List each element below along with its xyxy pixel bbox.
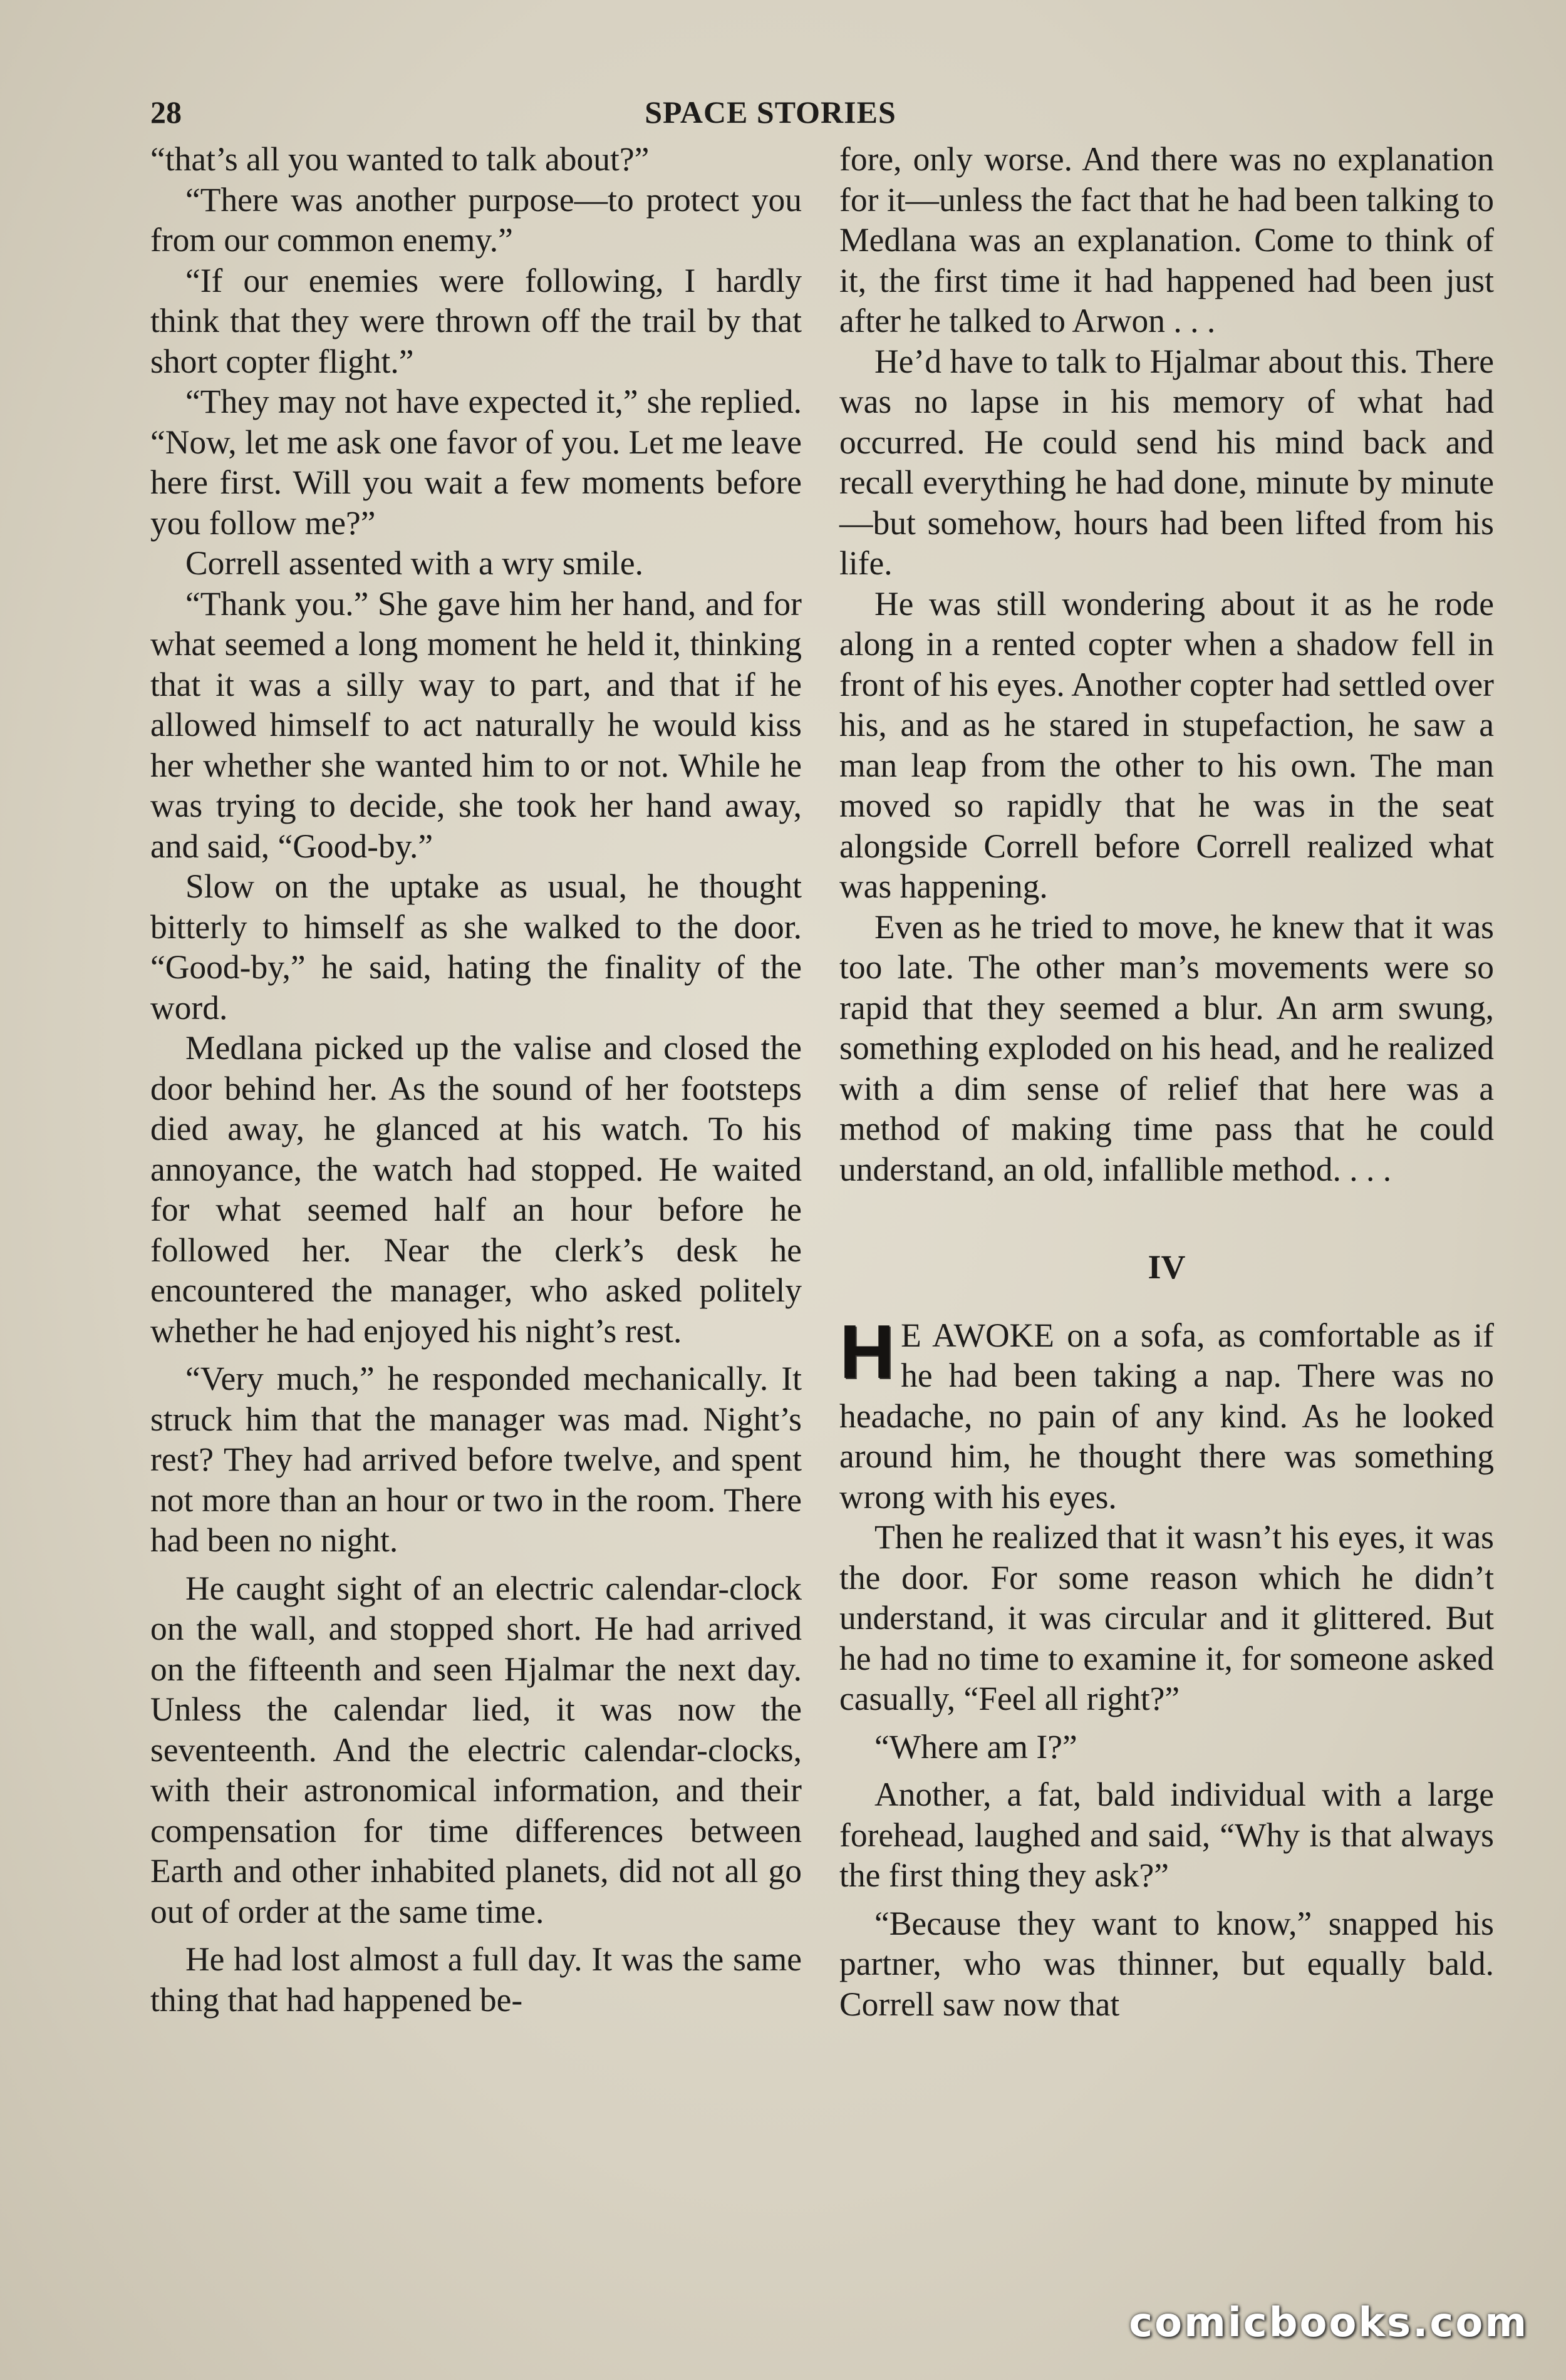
watermark-logo: comicbooks.com [1129, 2300, 1528, 2346]
paragraph: “Where am I?” [874, 1727, 1077, 1766]
left-column [150, 139, 802, 2020]
section-heading: IV [1148, 1248, 1186, 1286]
paragraph: “If our enemies were following, I hardly think that they were thrown off the trail by that short copter flight.” [150, 261, 802, 380]
paragraph: He had lost almost a full day. It was the same thing that had happened be- [150, 1940, 802, 2019]
paragraph: fore, only worse. And there was no explanation for it—unless the fact that he had been talking to Medlana was an explanation. Come to think of it, the first time it had happened had been just after he talked to Arwon . . . [839, 140, 1494, 339]
paragraph: Medlana picked up the valise and closed the door behind her. As the sound of her footsteps died away, he glanced at his watch. To his annoyance, the watch had stopped. He waited for what seemed half an hour before he followed her. Near the clerk’s desk he encountered the manager, who asked politely whether he had enjoyed his night’s rest. [150, 1029, 802, 1350]
paragraph: “Thank you.” She gave him her hand, and for what seemed a long moment he held it, thinking that it was a silly way to part, and that if he allowed himself to act naturally he would kiss her whether she wanted him to or not. While he was trying to decide, she took her hand away, and said, “Good-by.” [150, 584, 802, 865]
paragraph: Correll assented with a wry smile. [185, 544, 644, 582]
running-title: SPACE STORIES [645, 95, 896, 130]
paragraph: Then he realized that it wasn’t his eyes, it was the door. For some reason which he didn’t understand, it was circular and it glittered. But he had no time to examine it, for someone asked casually, “Feel all right?” [839, 1518, 1494, 1717]
paragraph: Even as he tried to move, he knew that it was too late. The other man’s movements were so rapid that they seemed a blur. An arm swung, something exploded on his head, and he realized with a dim sense of relief that here was a method of making time pass that he could understand, an old, infallible method. . . . [839, 908, 1494, 1188]
paragraph: “Very much,” he responded mechanically. It struck him that the manager was mad. Night’s rest? They had arrived before twelve, and spent not more than an hour or two in the room. There had been no night. [150, 1360, 802, 1559]
opening-text: E AWOKE on a sofa, as comfortable as if he had been taking a nap. There was no headache, no pain of any kind. As he looked around him, he thought there was something wrong with his eyes. [839, 1316, 1494, 1516]
right-column [839, 139, 1494, 2024]
paragraph: “They may not have expected it,” she replied. “Now, let me ask one favor of you. Let me leave here first. Will you wait a few moments before you follow me?” [150, 383, 802, 542]
paragraph: He was still wondering about it as he rode along in a rented copter when a shadow fell in front of his eyes. Another copter had settled over his, and as he stared in stupefaction, he saw a man leap from the other to his own. The man moved so rapidly that he was in the seat alongside Correll before Correll realized what was happening. [839, 584, 1494, 905]
page-header [150, 94, 1391, 132]
paragraph: “Because they want to know,” snapped his partner, who was thinner, but equally bald. Correll saw now that [839, 1904, 1494, 2023]
section-opening-paragraph [839, 1308, 1494, 1518]
paragraph: Slow on the uptake as usual, he thought bitterly to himself as she walked to the door. “Good-by,” he said, hating the finality of the word. [150, 867, 802, 1027]
paragraph: He caught sight of an electric calendar-clock on the wall, and stopped short. He had arrived on the fifteenth and seen Hjalmar the next day. Unless the calendar lied, it was now the seventeenth. And the electric calendar-clocks, with their astronomical information, and their compensation for time differences between Earth and other inhabited planets, did not all go out of order at the same time. [150, 1569, 802, 1930]
paragraph: Another, a fat, bald individual with a large forehead, laughed and said, “Why is that always the first thing they ask?” [839, 1776, 1494, 1894]
paragraph: “There was another purpose—to protect you from our common enemy.” [150, 180, 802, 259]
drop-cap: H [839, 1308, 895, 1394]
page-number: 28 [150, 95, 182, 130]
paragraph: “that’s all you wanted to talk about?” [150, 140, 650, 178]
paragraph: He’d have to talk to Hjalmar about this. There was no lapse in his memory of what had occurred. He could send his mind back and recall everything he had done, minute by minute—but somehow, hours had been lifted from his life. [839, 342, 1494, 582]
